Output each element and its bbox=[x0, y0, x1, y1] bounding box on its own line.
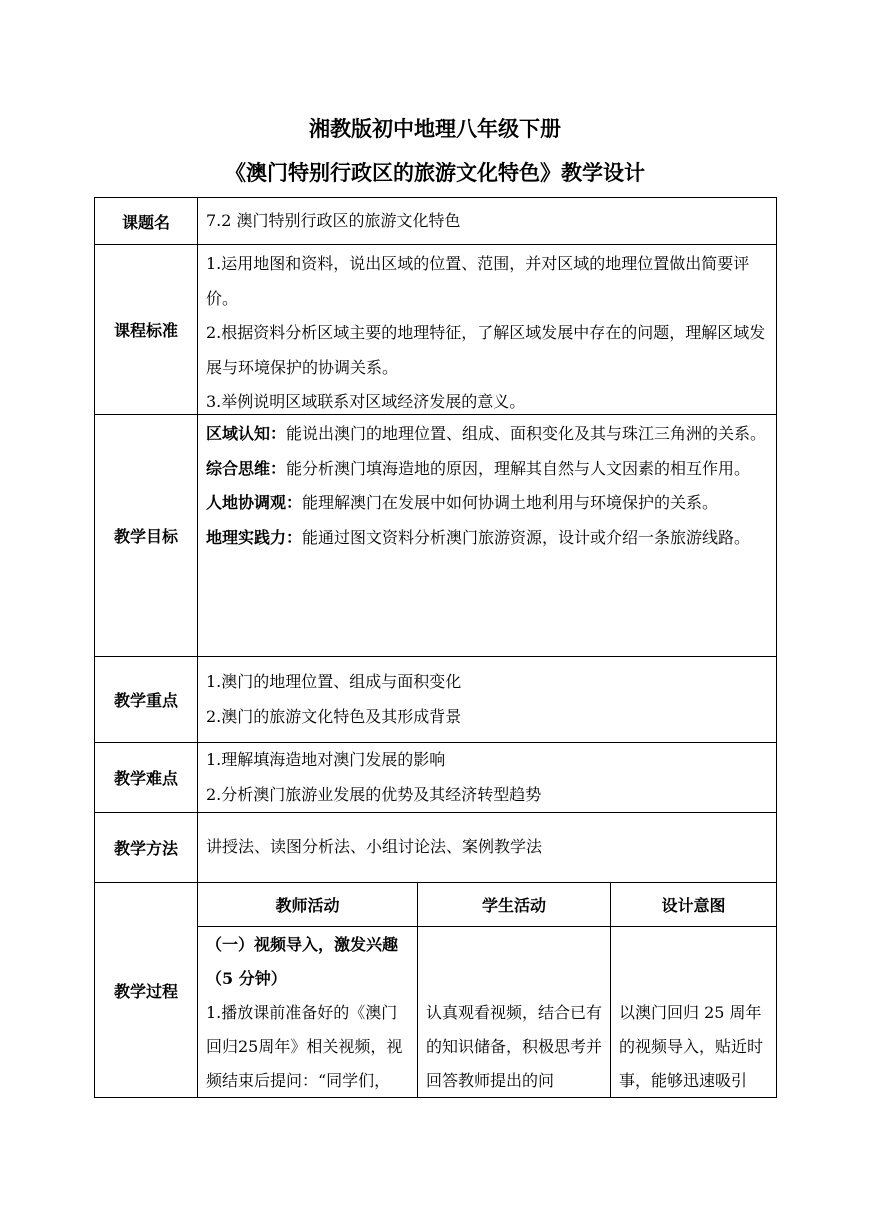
standards-cell bbox=[197, 244, 777, 414]
difficulty-item-1: 1.理解填海造地对澳门发展的影响 bbox=[206, 750, 446, 769]
standard-item-3: 3.举例说明区域联系对区域经济发展的意义。 bbox=[206, 392, 526, 411]
objective-text: 能分析澳门填海造地的原因，理解其自然与人文因素的相互作用。 bbox=[286, 458, 751, 478]
teacher-activity-cell bbox=[197, 926, 417, 1098]
difficulties-cell bbox=[197, 742, 777, 812]
teacher-activity-text: 1.播放课前准备好的《澳门回归25周年》相关视频，视频结束后提问：“同学们， bbox=[206, 1003, 403, 1090]
objective-term: 地理实践力： bbox=[206, 527, 303, 547]
teacher-activity-heading: （一）视频导入，激发兴趣（5 分钟） bbox=[206, 935, 399, 988]
standard-item-1: 1.运用地图和资料，说出区域的位置、范围，并对区域的地理位置做出简要评价。 bbox=[206, 254, 750, 308]
objective-text: 能说出澳门的地理位置、组成、面积变化及其与珠江三角洲的关系。 bbox=[286, 424, 767, 443]
methods-label: 教学方法 bbox=[94, 812, 197, 882]
header-student: 学生活动 bbox=[417, 882, 610, 926]
objective-item bbox=[206, 486, 769, 521]
objective-term: 区域认知： bbox=[206, 424, 287, 443]
standards-label: 课程标准 bbox=[94, 244, 197, 414]
objectives-label: 教学目标 bbox=[94, 414, 197, 656]
objective-item bbox=[206, 521, 769, 556]
methods-value: 讲授法、读图分析法、小组讨论法、案例教学法 bbox=[206, 837, 543, 856]
difficulty-item-2: 2.分析澳门旅游业发展的优势及其经济转型趋势 bbox=[206, 784, 542, 804]
key-points-label: 教学重点 bbox=[94, 656, 197, 742]
objective-text: 能理解澳门在发展中如何协调土地利用与环境保护的关系。 bbox=[302, 493, 719, 512]
objective-item bbox=[206, 417, 769, 452]
topic-value: 7.2 澳门特别行政区的旅游文化特色 bbox=[206, 211, 461, 230]
difficulties-label: 教学难点 bbox=[94, 742, 197, 812]
objective-text: 能通过图文资料分析澳门旅游资源，设计或介绍一条旅游线路。 bbox=[302, 527, 751, 547]
intent-text: 以澳门回归 25 周年的视频导入，贴近时事，能够迅速吸引 bbox=[619, 1003, 764, 1090]
topic-cell bbox=[197, 197, 777, 244]
key-point-item-2: 2.澳门的旅游文化特色及其形成背景 bbox=[206, 706, 462, 726]
topic-label: 课题名 bbox=[94, 197, 197, 244]
objective-item bbox=[206, 452, 769, 487]
student-activity-text: 认真观看视频，结合已有的知识储备，积极思考并回答教师提出的问 bbox=[426, 1003, 603, 1090]
document-title: 湘教版初中地理八年级下册 bbox=[309, 116, 561, 141]
process-label: 教学过程 bbox=[94, 882, 197, 1098]
standard-item-2: 2.根据资料分析区域主要的地理特征，了解区域发展中存在的问题，理解区域发展与环境保护的协调关系。 bbox=[206, 323, 766, 377]
objectives-cell bbox=[197, 414, 777, 656]
methods-cell bbox=[197, 812, 777, 882]
header-teacher: 教师活动 bbox=[197, 882, 417, 926]
objective-term: 综合思维： bbox=[206, 458, 287, 478]
intent-cell bbox=[610, 926, 777, 1098]
objective-term: 人地协调观： bbox=[206, 493, 303, 512]
key-point-item-1: 1.澳门的地理位置、组成与面积变化 bbox=[206, 672, 462, 691]
header-intent: 设计意图 bbox=[610, 882, 777, 926]
key-points-cell bbox=[197, 656, 777, 742]
student-activity-cell bbox=[417, 926, 610, 1098]
document-subtitle: 《澳门特别行政区的旅游文化特色》教学设计 bbox=[225, 160, 645, 185]
